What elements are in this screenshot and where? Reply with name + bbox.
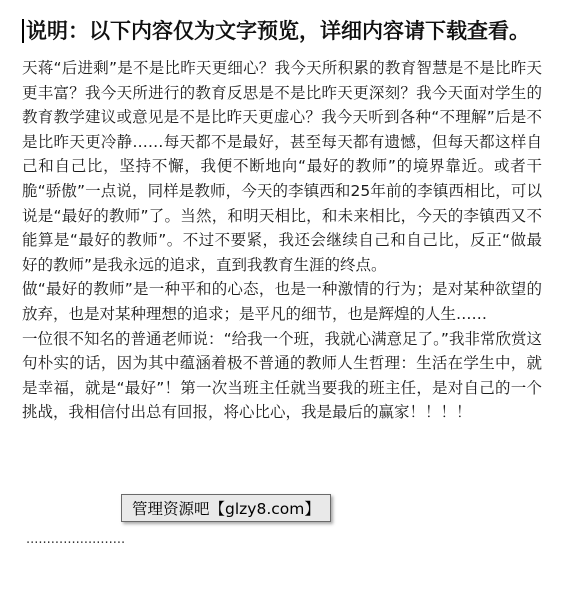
trailing-dots: ························ <box>26 536 126 551</box>
document-body <box>22 56 542 425</box>
preview-notice: 说明：以下内容仅为文字预览，详细内容请下载查看。 <box>26 19 530 43</box>
paragraph: 天蒋“后进剩”是不是比昨天更细心？我今天所积累的教育智慧是不是比昨天更丰富？我今天所进行的教育反思是不是比昨天更深刻？我今天面对学生的教育教学建议或意见是不是比昨天更虚心？我今天听到各种“不理解”后是不是比昨天更冷静……每天都不是最好，甚至每天都有遗憾，但每天都这样自己和自己比，坚持不懈，我便不断地向“最好的教师”的境界靠近。或者干脆“骄傲”一点说，同样是教师，今天的李镇西和25年前的李镇西相比，可以说是“最好的教师”了。当然，和明天相比，和未来相比，今天的李镇西又不能算是“最好的教师”。不过不要紧，我还会继续自己和自己比，反正“做最好的教师”是我永远的追求，直到我教育生涯的终点。 <box>22 59 542 274</box>
preview-notice-row <box>22 14 572 48</box>
site-watermark: 管理资源吧【glzy8.com】 <box>121 494 331 522</box>
paragraph: 做“最好的教师”是一种平和的心态，也是一种激情的行为；是对某种欲望的放弃，也是对某种理想的追求；是平凡的细节，也是辉煌的人生…… <box>22 280 542 323</box>
paragraph: 一位很不知名的普通老师说：“给我一个班，我就心满意足了。”我非常欣赏这句朴实的话，因为其中蕴涵着极不普通的教师人生哲理：生活在学生中，就是幸福，就是“最好”！第一次当班主任就当要我的班主任，是对自己的一个挑战，我相信付出总有回报，将心比心，我是最后的赢家！！！！ <box>22 329 542 422</box>
text-cursor <box>22 19 24 43</box>
